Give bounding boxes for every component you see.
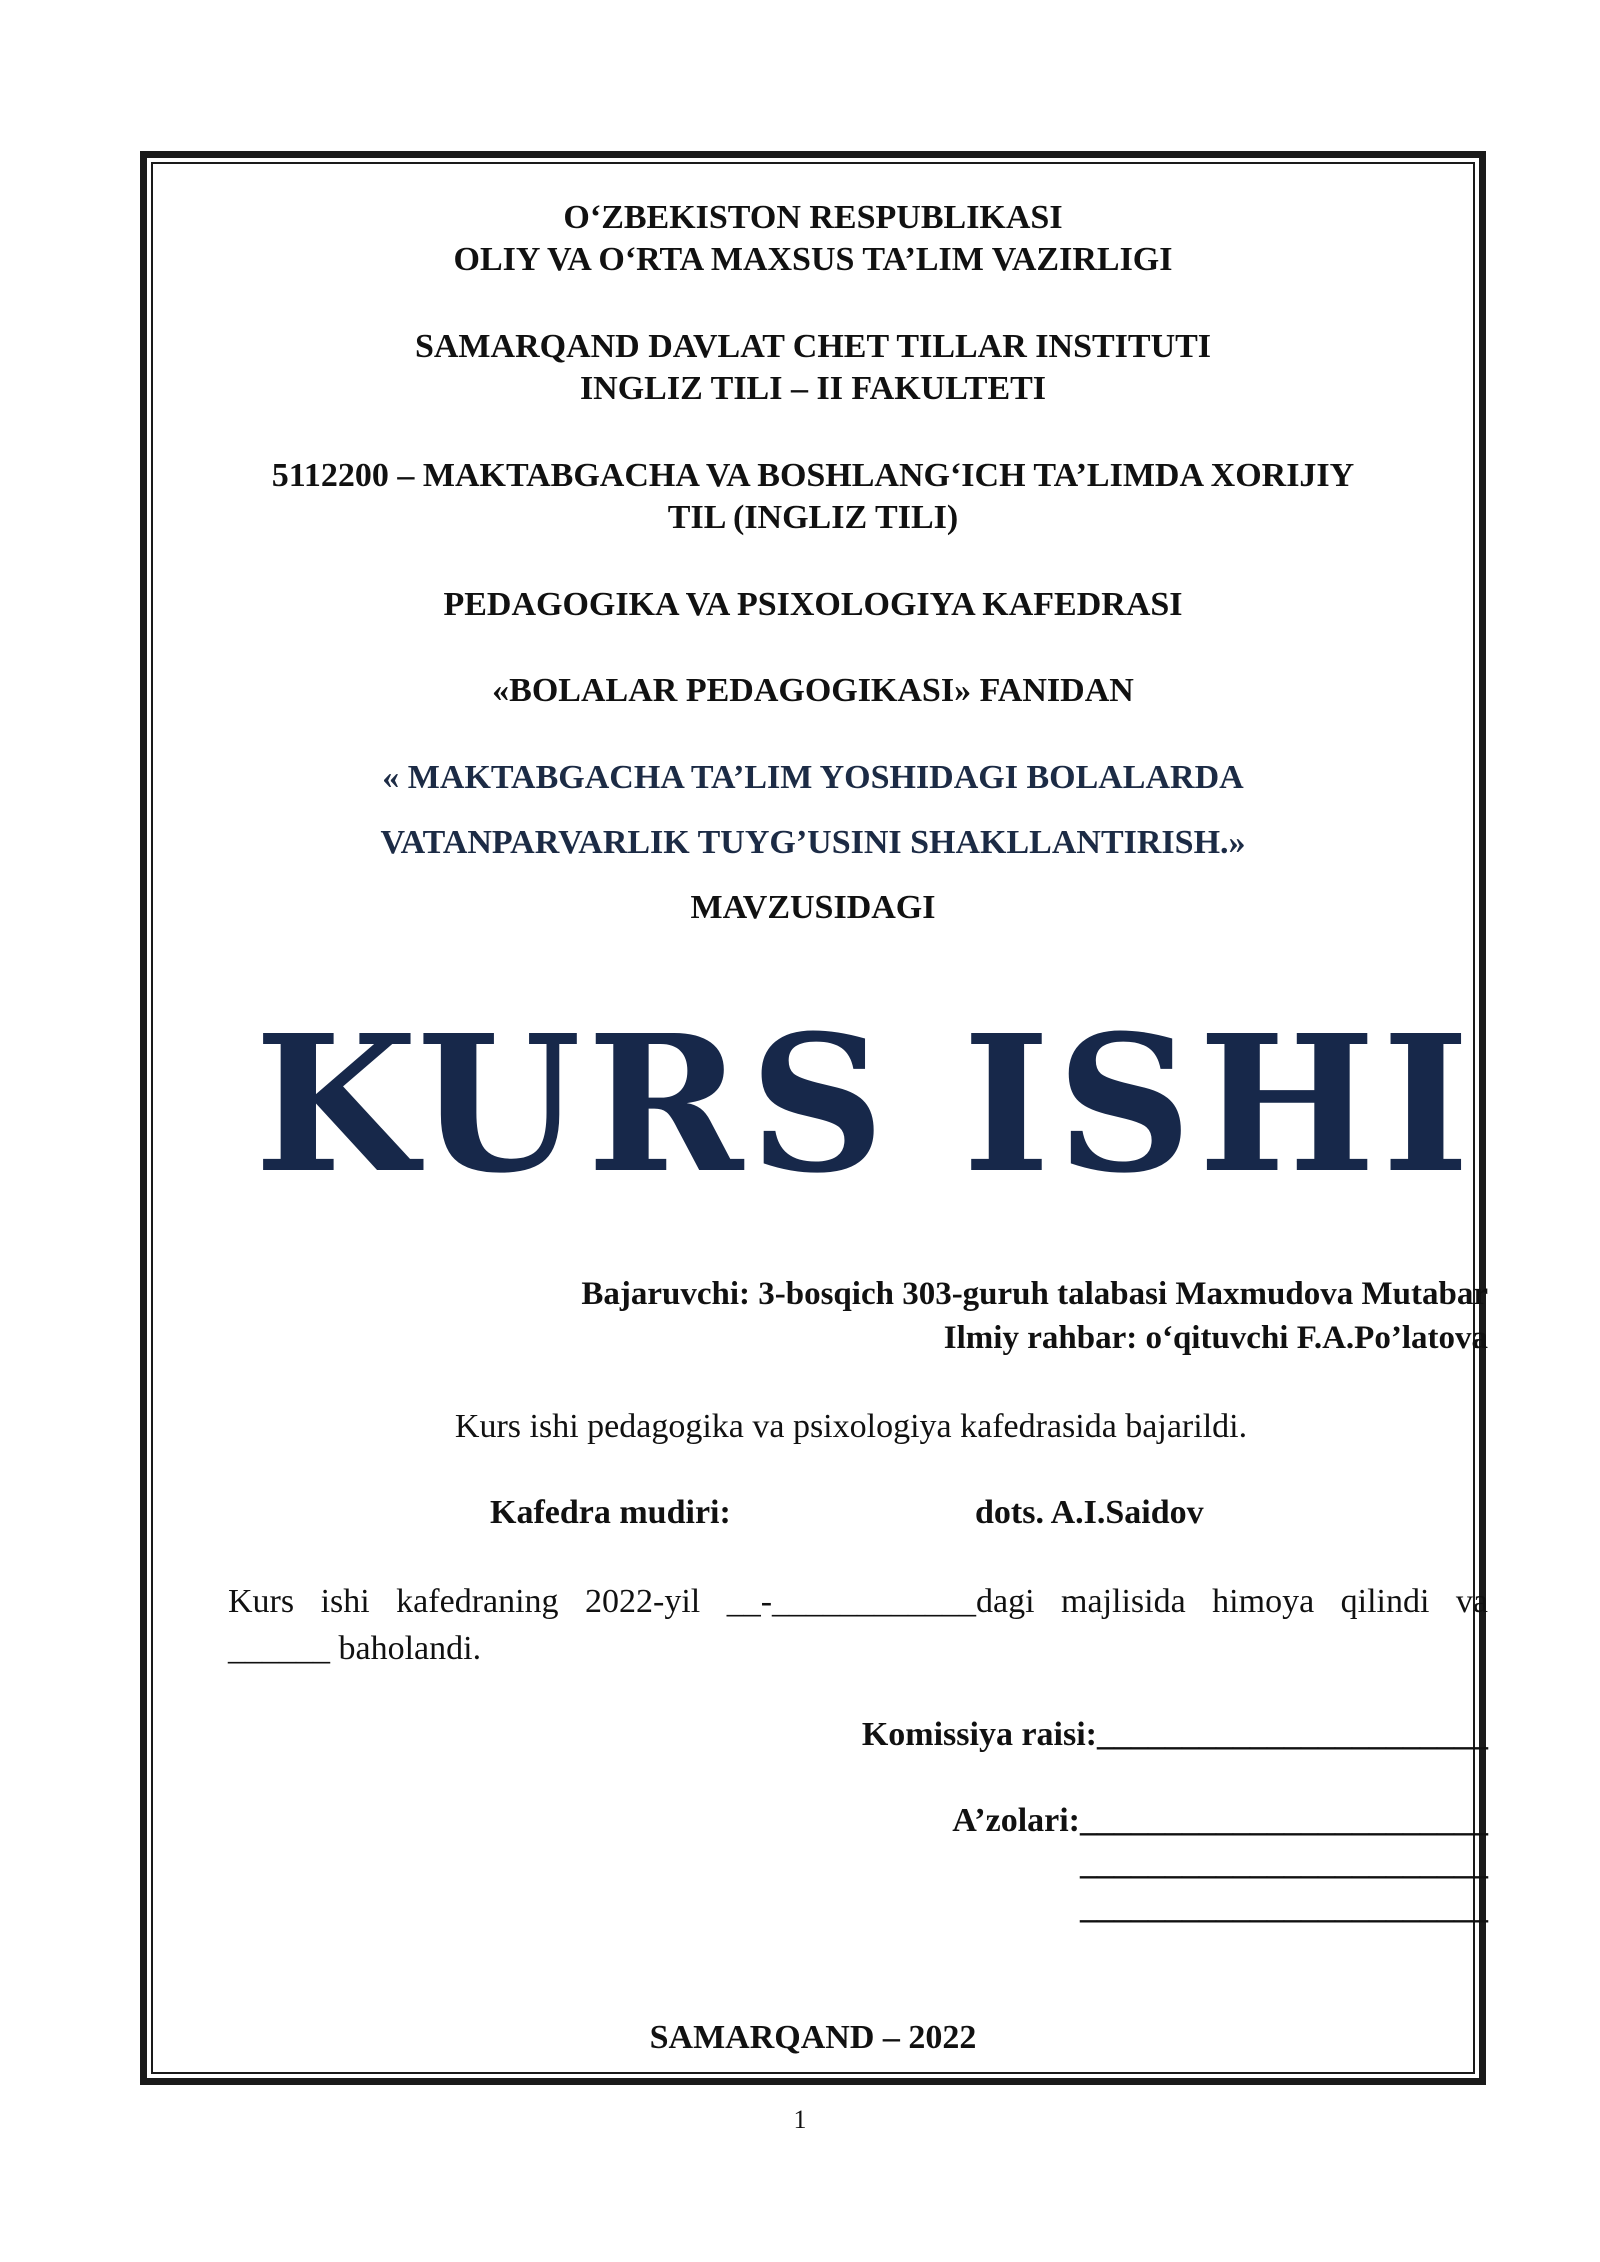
footer-city-year: SAMARQAND – 2022: [649, 2019, 977, 2056]
topic-line-3: MAVZUSIDAGI: [690, 889, 936, 926]
topic-line-1: « MAKTABGACHA TA’LIM YOSHIDAGI BOLALARDA: [382, 759, 1244, 796]
institute-line-2: INGLIZ TILI – II FAKULTETI: [579, 370, 1047, 407]
specialty-line-1: 5112200 – MAKTABGACHA VA BOSHLANG‘ICH TA’LIMDA XORIJIY: [271, 457, 1355, 494]
commission-members: A’zolari:________________________: [952, 1802, 1488, 1839]
performer-line: Bajaruvchi: 3-bosqich 303-guruh talabasi Maxmudova Mutabar: [581, 1276, 1488, 1312]
completion-note: Kurs ishi pedagogika va psixologiya kafedrasida bajarildi.: [454, 1408, 1248, 1445]
head-of-department-name: dots. A.I.Saidov: [975, 1494, 1204, 1531]
commission-member-blank-2: ________________________: [1080, 1889, 1488, 1926]
commission-member-blank-1: ________________________: [1080, 1845, 1488, 1882]
defense-line-1: Kurs ishi kafedraning 2022-yil __-____________dagi majlisida himoya qilindi va: [228, 1583, 1488, 1620]
head-of-department-label: Kafedra mudiri:: [490, 1494, 731, 1531]
page-number: 1: [793, 2105, 807, 2134]
topic-line-2: VATANPARVARLIK TUYG’USINI SHAKLLANTIRISH.»: [380, 824, 1246, 861]
institute-line-1: SAMARQAND DAVLAT CHET TILLAR INSTITUTI: [414, 328, 1212, 365]
subject-name: «BOLALAR PEDAGOGIKASI» FANIDAN: [492, 672, 1134, 709]
department-name: PEDAGOGIKA VA PSIXOLOGIYA KAFEDRASI: [443, 586, 1183, 623]
main-title: KURS ISHI: [254, 994, 1476, 1215]
supervisor-line: Ilmiy rahbar: o‘qituvchi F.A.Po’latova: [943, 1320, 1488, 1356]
defense-line-2: ______ baholandi.: [228, 1630, 482, 1667]
specialty-line-2: TIL (INGLIZ TILI): [667, 499, 959, 536]
commission-chair: Komissiya raisi:_______________________: [861, 1716, 1488, 1753]
ministry-line-2: OLIY VA O‘RTA MAXSUS TA’LIM VAZIRLIGI: [453, 241, 1173, 278]
ministry-line-1: O‘ZBEKISTON RESPUBLIKASI: [563, 199, 1063, 236]
